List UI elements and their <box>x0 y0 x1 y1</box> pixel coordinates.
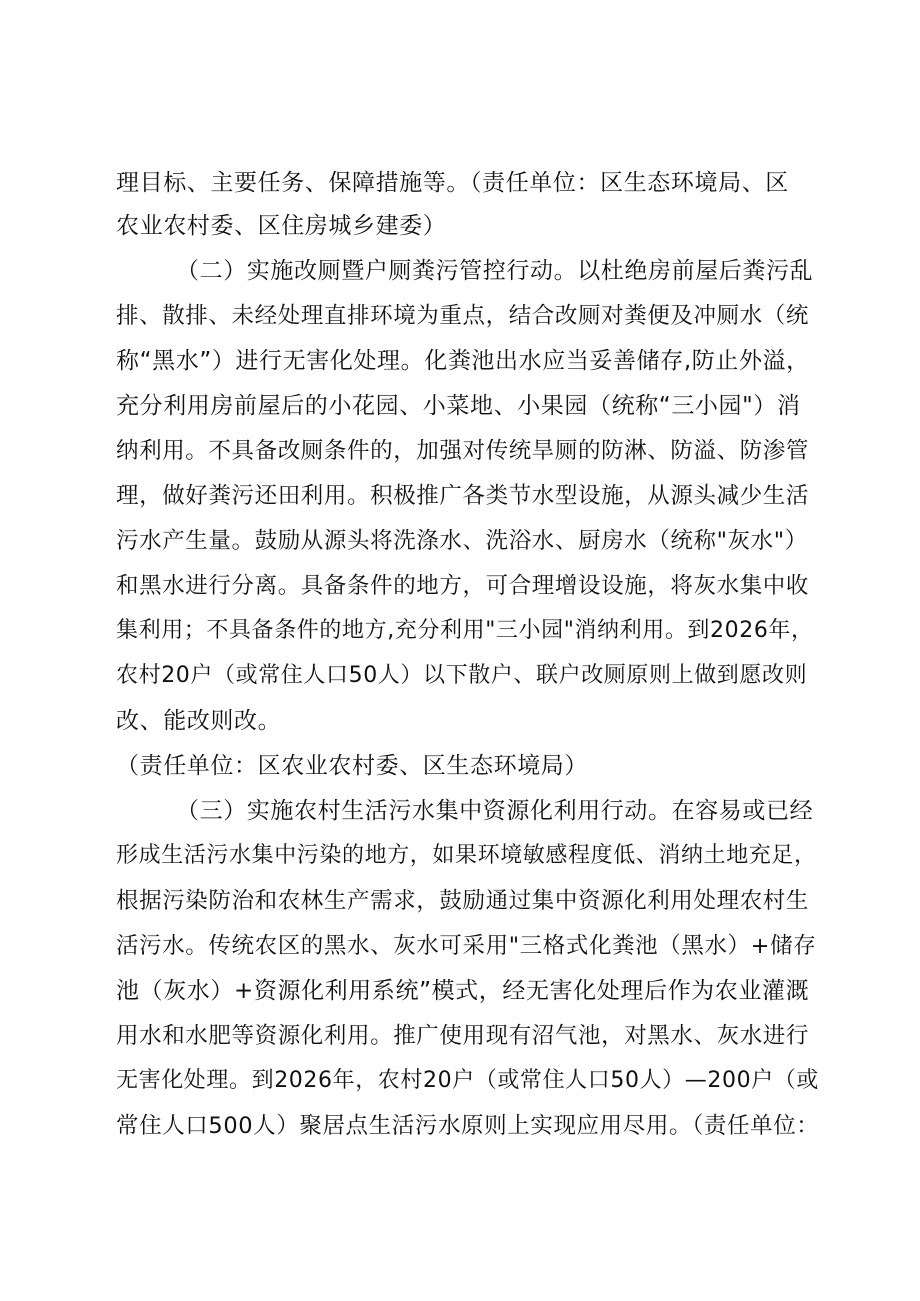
text-line-4: 排、散排、未经处理直排环境为重点，结合改厕对粪便及冲厕水（统 <box>116 303 810 329</box>
text-line-20: 用水和水肥等资源化利用。推广使用现有沼气池，对黑水、灰水进行 <box>116 1023 810 1049</box>
text-line-16: 形成生活污水集中污染的地方，如果环境敏感程度低、消纳土地充足， <box>116 843 817 868</box>
text-line-11: 集利用；不具备条件的地方,充分利用"三小园"消纳利用。到2026年， <box>116 618 814 643</box>
text-line-2: 农业农村委、区住房城乡建委） <box>116 213 447 239</box>
text-line-13: 改、能改则改。 <box>116 708 282 734</box>
text-line-7: 纳利用。不具备改厕条件的，加强对传统旱厕的防淋、防溢、防渗管 <box>116 438 810 464</box>
paragraph-3-heading-line: （三）实施农村生活污水集中资源化利用行动。在容易或已经 <box>176 798 814 824</box>
text-line-21: 无害化处理。到2026年，农村20户（或常住人口50人）—200户（或 <box>116 1068 819 1093</box>
responsibility-line: （责任单位：区农业农村委、区生态环境局） <box>116 753 588 779</box>
text-line-1: 理目标、主要任务、保障措施等。（责任单位：区生态环境局、区 <box>116 170 789 196</box>
paragraph-2-heading-line: （二）实施改厕暨户厕粪污管控行动。以杜绝房前屋后粪污乱 <box>176 258 814 284</box>
text-line-5: 称“黑水”）进行无害化处理。化粪池出水应当妥善储存,防止外溢， <box>116 348 810 374</box>
text-line-22: 常住人口500人）聚居点生活污水原则上实现应用尽用。（责任单位： <box>116 1113 820 1139</box>
text-line-9: 污水产生量。鼓励从源头将洗涤水、洗浴水、厨房水（统称"灰水"） <box>116 528 808 554</box>
text-line-12: 农村20户（或常住人口50人）以下散户、联户改厕原则上做到愿改则 <box>116 663 808 688</box>
text-line-19: 池（灰水）+资源化利用系统”模式，经无害化处理后作为农业灌溉 <box>116 978 810 1004</box>
text-line-18: 活污水。传统农区的黑水、灰水可采用"三格式化粪池（黑水）+储存 <box>116 933 817 959</box>
text-line-10: 和黑水进行分离。具备条件的地方，可合理增设设施，将灰水集中收 <box>116 573 810 599</box>
text-line-17: 根据污染防治和农林生产需求，鼓励通过集中资源化利用处理农村生 <box>116 888 810 914</box>
text-line-8: 理，做好粪污还田利用。积极推广各类节水型设施，从源头减少生活 <box>116 483 810 509</box>
text-line-6: 充分利用房前屋后的小花园、小菜地、小果园（统称“三小园"）消 <box>116 393 801 419</box>
